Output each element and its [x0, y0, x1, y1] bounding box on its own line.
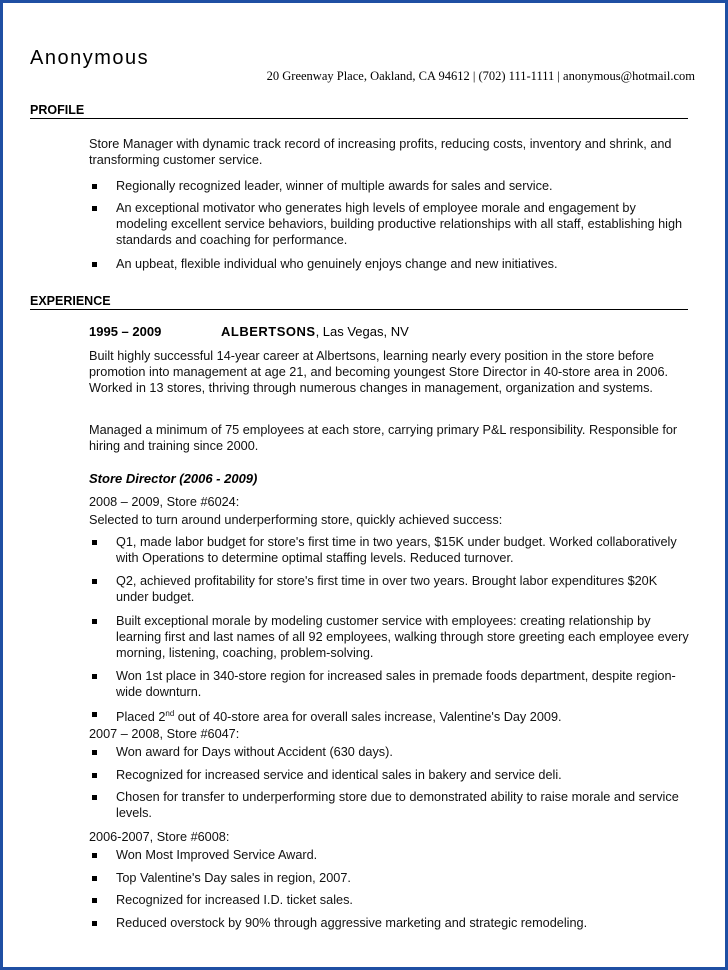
- achievement-bullet: Chosen for transfer to underperforming store due to demonstrated ability to raise morale and service levels.: [89, 789, 689, 821]
- company-name: ALBERTSONS: [221, 324, 316, 339]
- bullet-text: Placed 2: [116, 710, 166, 725]
- profile-heading: PROFILE: [30, 103, 688, 119]
- job-line: [89, 324, 409, 339]
- experience-paragraph: Managed a minimum of 75 employees at each store, carrying primary P&L responsibility. Responsible for hiring and training since 2000.: [89, 423, 678, 453]
- profile-bullet: An exceptional motivator who generates high levels of employee morale and engagement by modeling excellent service behaviors, building productive relationships with all staff, establishing high standards and coaching for performance.: [89, 200, 689, 248]
- job-years: 1995 – 2009: [89, 324, 162, 339]
- bullet-text: out of 40-store area for overall sales increase, Valentine's Day 2009.: [174, 710, 562, 725]
- job-location: , Las Vegas, NV: [315, 324, 409, 339]
- achievement-bullet: Reduced overstock by 90% through aggressive marketing and strategic remodeling.: [89, 915, 689, 931]
- achievement-bullet: Top Valentine's Day sales in region, 2007.: [89, 870, 689, 886]
- profile-bullet: Regionally recognized leader, winner of multiple awards for sales and service.: [89, 178, 689, 194]
- achievement-bullet: Won Most Improved Service Award.: [89, 847, 689, 863]
- profile-summary: Store Manager with dynamic track record of increasing profits, reducing costs, inventory and shrink, and transforming customer service.: [89, 137, 672, 167]
- achievement-bullet: Recognized for increased service and identical sales in bakery and service deli.: [89, 767, 689, 783]
- store-title: 2006-2007, Store #6008:: [89, 830, 230, 844]
- achievement-bullet: Built exceptional morale by modeling customer service with employees: creating relationship by learning first and last names of all 92 employees, walking through store greeting each employee every morning, listening, coaching, problem-solving.: [89, 613, 689, 661]
- store-title: 2008 – 2009, Store #6024:: [89, 495, 240, 509]
- contact-line: 20 Greenway Place, Oakland, CA 94612 | (702) 111-1111 | anonymous@hotmail.com: [266, 69, 695, 83]
- achievement-bullet: Recognized for increased I.D. ticket sales.: [89, 892, 689, 908]
- store-intro: Selected to turn around underperforming store, quickly achieved success:: [89, 513, 503, 527]
- achievement-bullet: [89, 706, 689, 725]
- store-title: 2007 – 2008, Store #6047:: [89, 727, 240, 741]
- ordinal-suffix: nd: [165, 709, 175, 718]
- resume-page: [3, 3, 725, 967]
- profile-bullet: An upbeat, flexible individual who genuinely enjoys change and new initiatives.: [89, 256, 689, 272]
- achievement-bullet: Won 1st place in 340-store region for increased sales in premade foods department, despite region-wide downturn.: [89, 668, 689, 700]
- candidate-name: Anonymous: [30, 47, 150, 69]
- experience-heading: EXPERIENCE: [30, 294, 688, 310]
- achievement-bullet: Won award for Days without Accident (630 days).: [89, 744, 689, 760]
- experience-paragraph: Built highly successful 14-year career at Albertsons, learning nearly every position in the store before promotion into management at age 21, and becoming youngest Store Director in 40-store area in 2006. Worked in 13 stores, thriving through numerous changes in management, organization and systems.: [89, 349, 669, 395]
- achievement-bullet: Q1, made labor budget for store's first time in two years, $15K under budget. Worked collaboratively with Operations to determine optimal staffing levels. Reduced turnover.: [89, 534, 689, 566]
- achievement-bullet: Q2, achieved profitability for store's first time in over two years. Brought labor expenditures $20K under budget.: [89, 573, 689, 605]
- role-title: Store Director (2006 - 2009): [89, 471, 258, 486]
